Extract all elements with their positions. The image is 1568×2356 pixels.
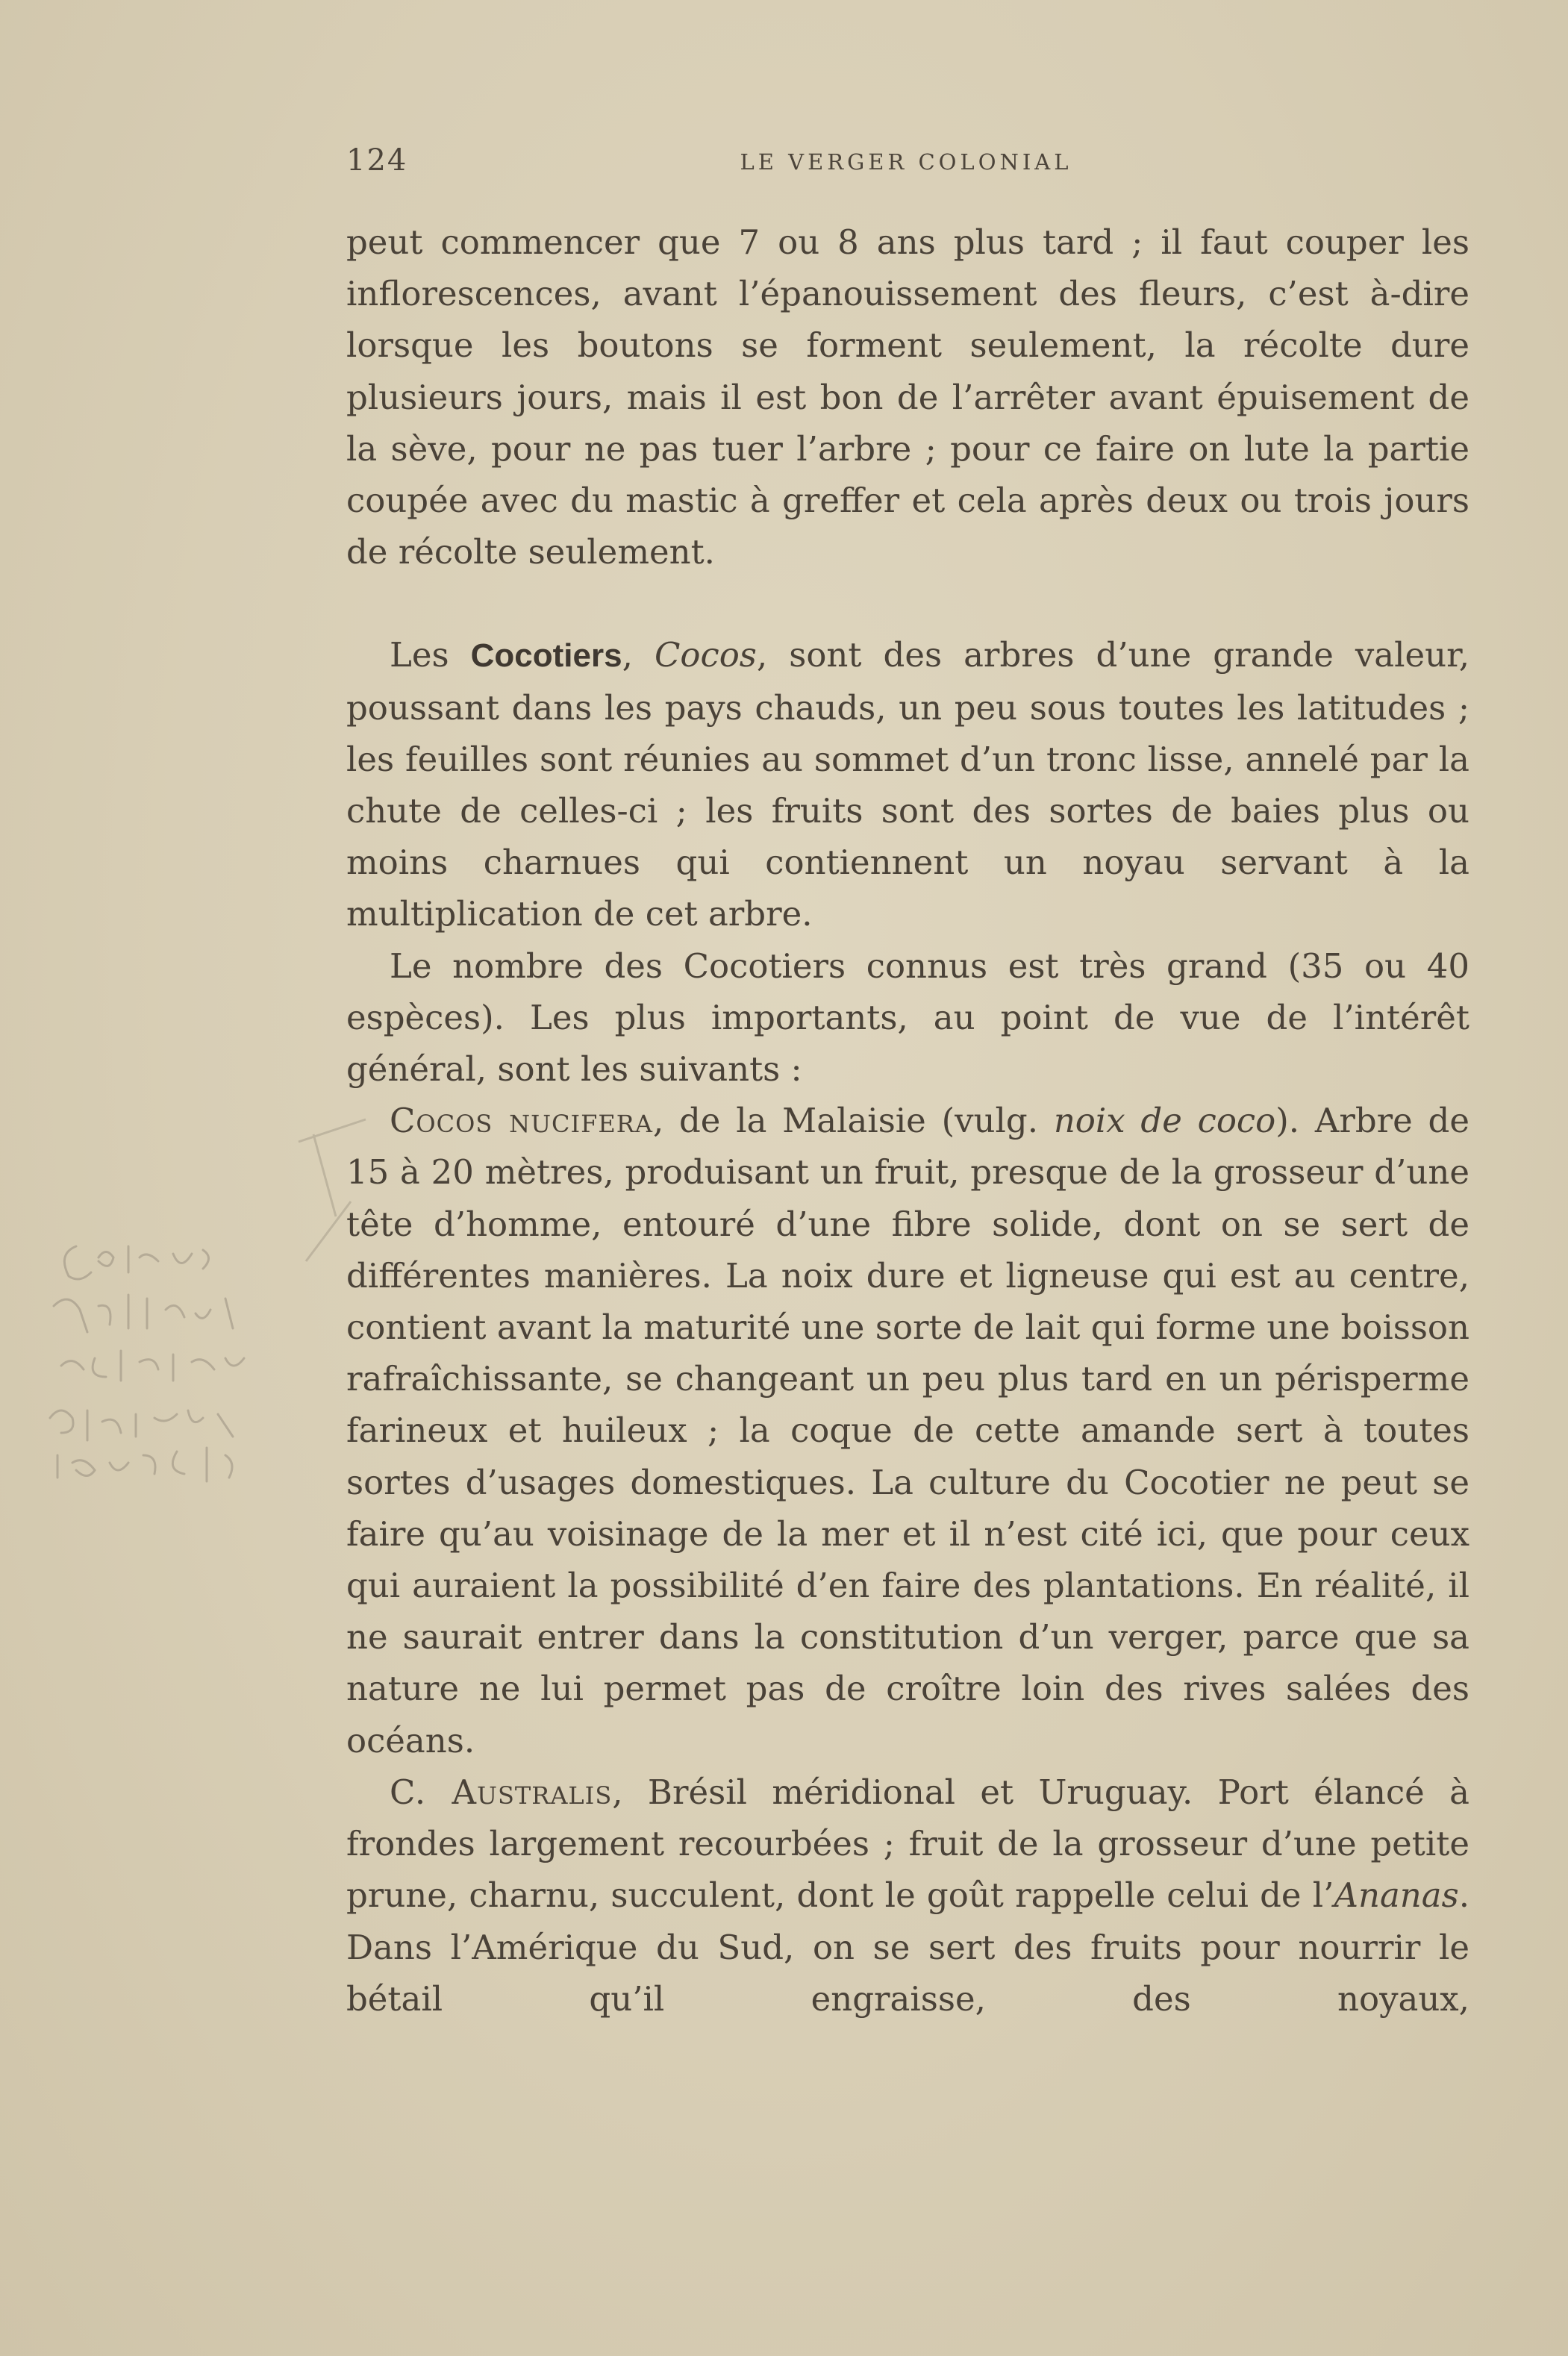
paragraph-continuation: peut commencer que 7 ou 8 ans plus tard ; il faut couper les inflorescences, avant l’épanouissement des fleurs, c’est à-dire lorsque les boutons se forment seulement, la récolte dure plusieurs jours, mais il est bon de l’arrêter avant épuisement de la sève, pour ne pas tuer l’arbre ; pour ce faire on lute la partie coupée avec du mastic à greffer et cela après deux ou trois jours de récolte seulement. [346, 222, 1469, 572]
text-run: Les [390, 635, 471, 675]
text-run: , de la Malaisie (vulg. [652, 1101, 1054, 1141]
term-cocotiers: Cocotiers [470, 637, 622, 675]
running-head: LE VERGER COLONIAL [740, 149, 1072, 175]
paragraph-species-count: Le nombre des Cocotiers connus est très grand (35 ou 40 espèces). Les plus importants, au point de vue de l’intérêt général, sont les suivants : [346, 946, 1469, 1090]
species-cocos-nucifera: Cocos nucifera [390, 1101, 653, 1141]
text-run: ). Arbre de 15 à 20 mètres, produisant un fruit, presque de la grosseur d’une tête d’homme, entouré d’une fibre solide, dont on se sert de différentes manières. La noix dure et ligneuse qui est au centre, contient avant la maturité une sorte de lait qui forme une boisson rafraîchissante, se changeant un peu plus tard en un périsperme farineux et huileux ; la coque de cette amande sert à toutes sortes d’usages domestiques. La culture du Cocotier ne peut se faire qu’au voisinage de la mer et il n’est cité ici, que pour ceux qui auraient la possibilité d’en faire des plantations. En réalité, il ne saurait entrer dans la constitution d’un verger, parce que sa nature ne lui permet pas de croître loin des rives salées des océans. [346, 1101, 1469, 1760]
species-cocos-australis: C. Australis [390, 1772, 613, 1812]
pencil-annotation [46, 1224, 345, 1545]
text-run: , Brésil méridional et Uruguay. Port élancé à frondes largement recourbées ; fruit de la grosseur d’une petite prune, charnu, succulent, dont le goût rappelle celui de l’ [346, 1772, 1470, 1916]
paragraph-cocos-nucifera [346, 1095, 1469, 1766]
page-header [346, 143, 1466, 181]
text-run: . Dans l’Amérique du Sud, on se sert des fruits pour nourrir le bétail qu’il engraisse, des noyaux, [346, 1875, 1469, 2019]
text-run: , sont des arbres d’une grande valeur, poussant dans les pays chauds, un peu sous toutes les latitudes ; les feuilles sont réunies au sommet d’un tronc lisse, annelé par la chute de celles-ci ; les fruits sont des sortes de baies plus ou moins charnues qui contiennent un noyau servant à la multiplication de cet arbre. [346, 635, 1469, 934]
text-run: , [622, 635, 655, 675]
latin-cocos: Cocos [654, 635, 757, 675]
paragraph-cocos-australis [346, 1766, 1469, 2025]
paragraph-cocotiers-intro [346, 629, 1469, 940]
body-text [346, 216, 1469, 2025]
vulgar-name: noix de coco [1053, 1101, 1276, 1141]
ananas-name: Ananas [1334, 1875, 1459, 1916]
page-number: 124 [346, 143, 408, 178]
